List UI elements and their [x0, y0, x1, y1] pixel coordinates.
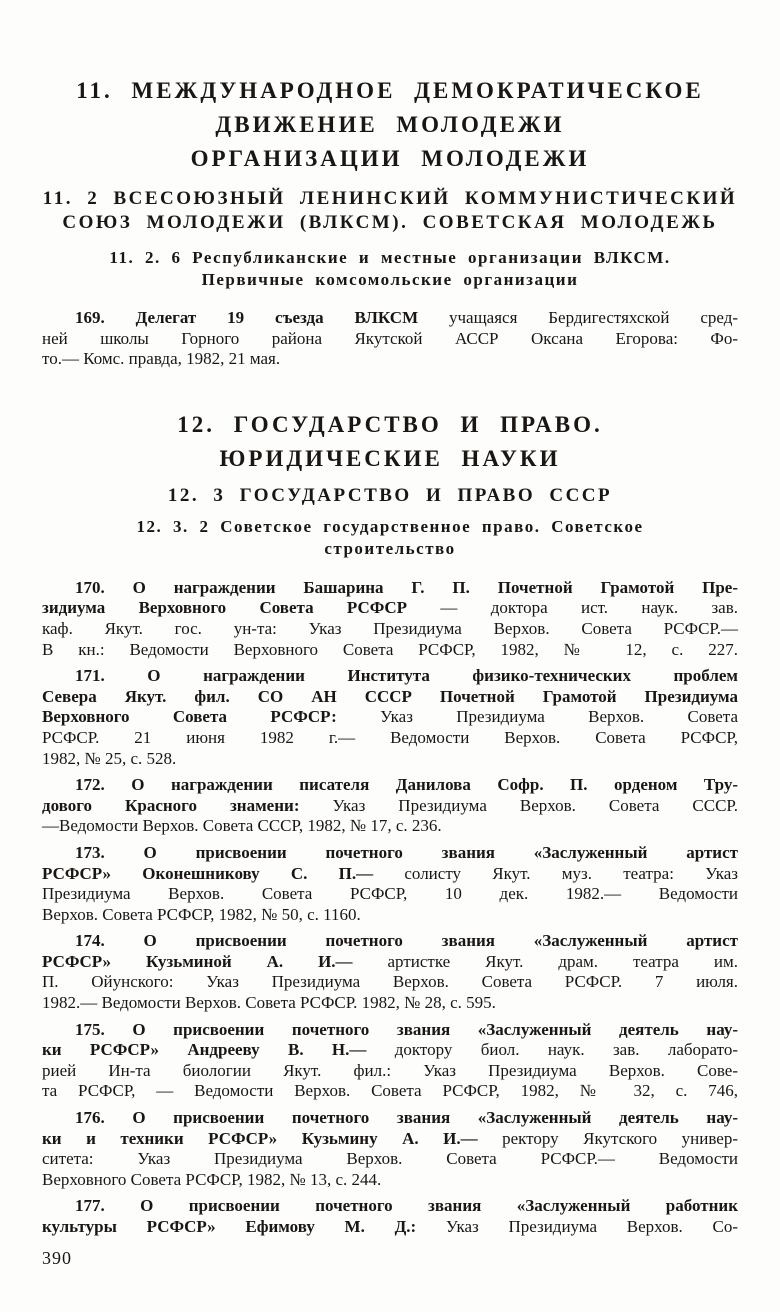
- entry-line: [42, 993, 738, 1014]
- page-number: 390: [42, 1247, 72, 1268]
- bib-entry-172: [42, 775, 738, 837]
- entry-text: учащаяся Бердигестяхской сред-: [418, 308, 739, 327]
- entry-line: [42, 816, 738, 837]
- entry-line: [42, 707, 738, 728]
- entry-line: [42, 1149, 738, 1170]
- entry-text: Указ Президиума Верхов. Со-: [416, 1217, 738, 1236]
- entry-title: зидиума Верховного Совета РСФСР: [42, 598, 408, 618]
- entry-line: [42, 905, 738, 926]
- entry-line: [42, 349, 738, 370]
- heading-line: 11. 2 ВСЕСОЮЗНЫЙ ЛЕНИНСКИЙ КОММУНИСТИЧЕСКИЙ: [42, 188, 738, 209]
- entry-line: [42, 749, 738, 770]
- entry-text: ректору Якутского универ-: [477, 1128, 738, 1148]
- bib-entry-170: [42, 578, 738, 660]
- entry-text: ней школы Горного района Якутской АССР Оксана Егорова: Фо-: [42, 328, 738, 348]
- bib-entry-174: [42, 931, 738, 1013]
- entry-line: [42, 775, 738, 796]
- heading-line: 11. 2. 6 Республиканские и местные организации ВЛКСМ.: [109, 248, 671, 267]
- entry-text: рией Ин-та биологии Якут. фил.: Указ Президиума Верхов. Сове-: [42, 1060, 738, 1080]
- entry-line: [42, 1217, 738, 1238]
- entry-line: [42, 1170, 738, 1191]
- section-heading-12: [42, 408, 738, 476]
- bib-entry-177: [42, 1196, 738, 1237]
- entry-line: [42, 972, 738, 993]
- entry-text: Верхов. Совета РСФСР, 1982, № 50, с. 1160.: [42, 904, 361, 924]
- heading-line: строительство: [324, 538, 456, 558]
- entry-line: [42, 1020, 738, 1041]
- entry-text: доктору биол. наук. зав. лаборато-: [366, 1040, 738, 1060]
- subsection-heading-12-3-2: [42, 516, 738, 560]
- bib-entry-176: [42, 1108, 738, 1190]
- entry-text: — доктора ист. наук. зав.: [407, 598, 738, 618]
- entry-line: [42, 687, 738, 708]
- entry-line: [42, 598, 738, 619]
- entry-text: то.— Комс. правда, 1982, 21 мая.: [42, 349, 281, 369]
- entry-title: РСФСР» Кузьминой А. И.—: [42, 951, 353, 971]
- heading-line: ЮРИДИЧЕСКИЕ НАУКИ: [219, 445, 561, 471]
- entry-line: [42, 1129, 738, 1150]
- subsection-heading-11-2: [42, 187, 738, 235]
- entry-text: Верховного Совета РСФСР, 1982, № 13, с. 244.: [42, 1169, 382, 1189]
- entry-line: [42, 1196, 738, 1217]
- entry-text: 1982, № 25, с. 528.: [42, 748, 177, 768]
- entry-line: [42, 952, 738, 973]
- entry-line: [42, 796, 738, 817]
- entry-title: 176. О присвоении почетного звания «Заслуженный деятель нау-: [75, 1108, 738, 1128]
- entry-title: дового Красного знамени:: [42, 795, 300, 815]
- entry-text: —Ведомости Верхов. Совета СССР, 1982, № 17, с. 236.: [42, 816, 442, 836]
- entry-line: [42, 1081, 738, 1102]
- entry-text: ситета: Указ Президиума Верхов. Совета РСФСР.— Ведомости: [42, 1149, 738, 1169]
- entry-line: [42, 619, 738, 640]
- entry-line: [42, 308, 738, 329]
- entry-text: В кн.: Ведомости Верховного Совета РСФСР, 1982, № 12, с. 227.: [42, 639, 738, 659]
- entry-line: [42, 666, 738, 687]
- bib-entry-175: [42, 1020, 738, 1102]
- entry-text: 1982.— Ведомости Верхов. Совета РСФСР. 1982, № 28, с. 595.: [42, 993, 496, 1013]
- entry-line: [42, 640, 738, 661]
- heading-line: 12. ГОСУДАРСТВО И ПРАВО.: [177, 411, 603, 437]
- entry-title: 173. О присвоении почетного звания «Заслуженный артист: [75, 842, 738, 862]
- entry-title: Севера Якут. фил. СО АН СССР Почетной Грамотой Президиума: [42, 686, 738, 706]
- entry-line: [42, 843, 738, 864]
- entry-text: та РСФСР, — Ведомости Верхов. Совета РСФСР, 1982, № 32, с. 746,: [42, 1081, 738, 1101]
- entry-line: [42, 931, 738, 952]
- entry-text: каф. Якут. гос. ун-та: Указ Президиума Верхов. Совета РСФСР.—: [42, 618, 738, 638]
- section-heading-11: [42, 74, 738, 176]
- entry-line: [42, 728, 738, 749]
- entry-line: [42, 1061, 738, 1082]
- heading-line: 11. МЕЖДУНАРОДНОЕ ДЕМОКРАТИЧЕСКОЕ: [76, 78, 704, 103]
- heading-line: СОЮЗ МОЛОДЕЖИ (ВЛКСМ). СОВЕТСКАЯ МОЛОДЕЖЬ: [62, 212, 718, 233]
- bib-entry-171: [42, 666, 738, 769]
- entry-title: ки РСФСР» Андрееву В. Н.—: [42, 1040, 367, 1060]
- entry-text: Указ Президиума Верхов. Совета СССР.: [299, 795, 738, 815]
- entry-title: 177. О присвоении почетного звания «Заслуженный работник: [75, 1196, 738, 1216]
- entry-text: солисту Якут. муз. театра: Указ: [373, 863, 738, 883]
- entry-line: [42, 1108, 738, 1129]
- entry-title: 174. О присвоении почетного звания «Заслуженный артист: [75, 931, 738, 951]
- entry-title: РСФСР» Оконешникову С. П.—: [42, 863, 374, 883]
- heading-line: ОРГАНИЗАЦИИ МОЛОДЕЖИ: [190, 146, 590, 171]
- bib-entry-173: [42, 843, 738, 925]
- entry-text: артистке Якут. драм. театра им.: [352, 951, 738, 971]
- entry-text: Указ Президиума Верхов. Совета: [336, 707, 738, 727]
- entry-line: [42, 578, 738, 599]
- entry-title: 172. О награждении писателя Данилова Софр. П. орденом Тру-: [75, 775, 738, 795]
- bibliography-list: [42, 578, 738, 1238]
- entry-line: [42, 329, 738, 350]
- entry-line: [42, 1040, 738, 1061]
- entry-text: РСФСР. 21 июня 1982 г.— Ведомости Верхов. Совета РСФСР,: [42, 727, 738, 747]
- entry-title: 171. О награждении Института физико-технических проблем: [75, 666, 738, 686]
- entry-title: 175. О присвоении почетного звания «Заслуженный деятель нау-: [75, 1019, 738, 1039]
- entry-title: культуры РСФСР» Ефимову М. Д.:: [42, 1217, 417, 1236]
- entry-title: 169. Делегат 19 съезда ВЛКСМ: [75, 308, 419, 327]
- subsection-heading-12-3: [42, 484, 738, 508]
- subsection-heading-11-2-6: [42, 247, 738, 291]
- heading-line: Первичные комсомольские организации: [201, 270, 579, 289]
- entry-text: П. Ойунского: Указ Президиума Верхов. Совета РСФСР. 7 июля.: [42, 972, 738, 992]
- entry-title: Верховного Совета РСФСР:: [42, 707, 337, 727]
- entry-line: [42, 884, 738, 905]
- heading-line: 12. 3. 2 Советское государственное право. Советское: [136, 516, 644, 536]
- entry-line: [42, 864, 738, 885]
- bib-entry-169: [42, 308, 738, 370]
- entry-title: 170. О награждении Башарина Г. П. Почетной Грамотой Пре-: [75, 577, 738, 597]
- entry-text: Президиума Верхов. Совета РСФСР, 10 дек. 1982.— Ведомости: [42, 884, 738, 904]
- heading-line: 12. 3 ГОСУДАРСТВО И ПРАВО СССР: [167, 484, 613, 506]
- heading-line: ДВИЖЕНИЕ МОЛОДЕЖИ: [215, 112, 565, 137]
- entry-title: ки и техники РСФСР» Кузьмину А. И.—: [42, 1128, 478, 1148]
